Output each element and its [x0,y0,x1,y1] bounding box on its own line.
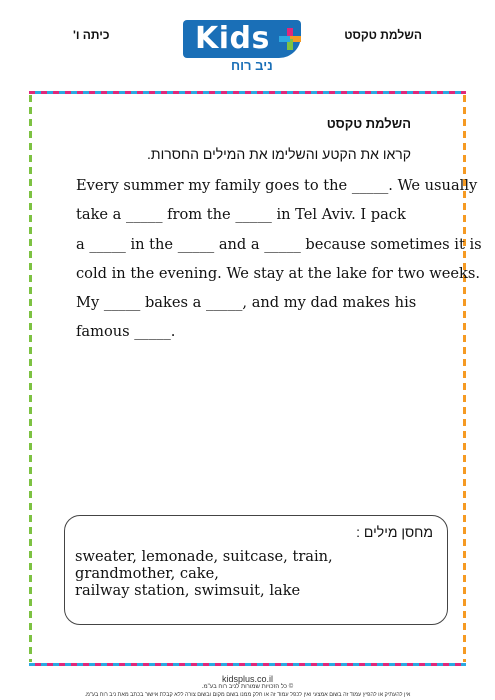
logo-brand: Kids [195,21,270,56]
worksheet-title: השלמת טקסט [326,116,411,131]
passage-line: take a _____ from the _____ in Tel Aviv. I pack [76,206,406,224]
word-bank-line: railway station, swimsuit, lake [75,582,301,599]
footer-legal: אין להעתיק או להפיץ עמוד זה בשום אמצעי ואין לכפל עמוד זה או חלק ממנו בשום מקום ובשום צורה ללא קבלת אישור בכתב מאת ניב רוח בע"מ. [84,692,411,698]
footer-copyright: © כל הזכויות שמורות לניב רוח בע"מ. [201,684,294,690]
passage-line: cold in the evening. We stay at the lake for two weeks. [76,264,481,282]
passage-line: Every summer my family goes to the _____. We usually [76,177,478,194]
worksheet-instructions: קראו את הקטע והשלימו את המילים החסרות. [147,146,411,162]
grade-label: כיתה ו' [73,28,110,42]
kids-plus-logo [183,20,313,72]
word-bank-box [64,515,448,625]
plus-icon [279,28,301,50]
topic-label: השלמת טקסט [344,28,422,42]
passage-line: My _____ bakes a _____, and my dad makes his [76,294,417,312]
footer-site-link[interactable]: kidsplus.co.il [221,674,274,684]
logo-subtitle: ניב רוח [231,58,273,73]
passage-line: a _____ in the _____ and a _____ because sometimes it is [76,235,482,253]
passage-line: famous _____. [76,323,176,341]
word-bank-title: מחסן מילים : [356,524,433,540]
word-bank-line: sweater, lemonade, suitcase, train, grandmother, cake, [75,548,333,582]
passage [76,176,482,352]
word-bank-words [75,548,435,599]
